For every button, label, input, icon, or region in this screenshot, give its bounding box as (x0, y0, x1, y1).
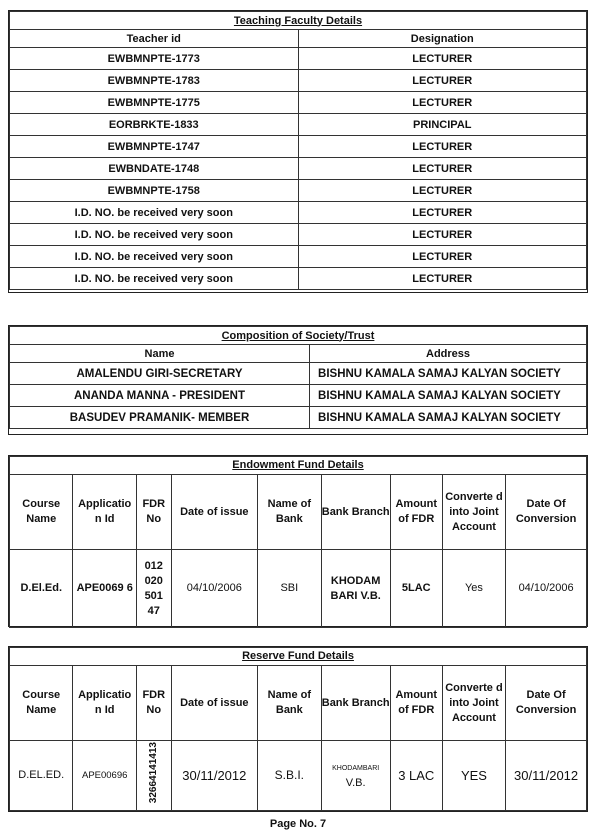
table-row (10, 70, 587, 92)
teacher-id: EWBMNPTE-1758 (10, 180, 299, 202)
endowment-col-header: Name of Bank (258, 475, 321, 550)
endow-date-conversion: 04/10/2006 (506, 550, 587, 628)
reserve-branch-cell (321, 741, 390, 811)
reserve-fdr-no: 32664141413 (148, 742, 160, 804)
table-row (10, 180, 587, 202)
reserve-date-of-issue: 30/11/2012 (171, 741, 258, 811)
reserve-branch-suffix: V.B. (345, 776, 366, 789)
endow-course: D.El.Ed. (10, 550, 73, 628)
reserve-table (8, 646, 588, 812)
reserve-col-header: Applicatio n Id (73, 666, 136, 741)
reserve-title: Reserve Fund Details (10, 648, 587, 666)
table-row (10, 136, 587, 158)
reserve-application-id: APE00696 (73, 741, 136, 811)
society-title: Composition of Society/Trust (10, 327, 587, 345)
designation: LECTURER (298, 136, 587, 158)
reserve-branch: KHODAMBARI (332, 764, 380, 772)
teacher-id: I.D. NO. be received very soon (10, 202, 299, 224)
reserve-course: D.EL.ED. (10, 741, 73, 811)
table-row (10, 407, 587, 429)
endowment-col-header: Date Of Conversion (506, 475, 587, 550)
member-address: BISHNU KAMALA SAMAJ KALYAN SOCIETY (310, 363, 587, 385)
table-row (10, 114, 587, 136)
teacher-id: EWBMNPTE-1773 (10, 48, 299, 70)
member-name: BASUDEV PRAMANIK- MEMBER (10, 407, 310, 429)
table-row (10, 224, 587, 246)
designation: LECTURER (298, 70, 587, 92)
teacher-id: I.D. NO. be received very soon (10, 268, 299, 290)
designation: LECTURER (298, 268, 587, 290)
teacher-id: EWBMNPTE-1747 (10, 136, 299, 158)
teaching-faculty-title: Teaching Faculty Details (10, 12, 587, 30)
teaching-faculty-table (8, 10, 588, 293)
table-row (10, 268, 587, 290)
teacher-id: EWBNDATE-1748 (10, 158, 299, 180)
designation: LECTURER (298, 158, 587, 180)
endowment-table (8, 455, 588, 627)
col-designation: Designation (298, 30, 587, 48)
member-address: BISHNU KAMALA SAMAJ KALYAN SOCIETY (310, 385, 587, 407)
table-row (10, 158, 587, 180)
designation: LECTURER (298, 246, 587, 268)
designation: PRINCIPAL (298, 114, 587, 136)
reserve-converted: YES (442, 741, 505, 811)
endowment-col-header: Course Name (10, 475, 73, 550)
page-number: Page No. 7 (269, 818, 327, 830)
member-name: AMALENDU GIRI-SECRETARY (10, 363, 310, 385)
endowment-col-header: Applicatio n Id (73, 475, 136, 550)
reserve-fdr-no-cell (136, 741, 171, 811)
endow-amount: 5LAC (390, 550, 442, 628)
reserve-col-header: Amount of FDR (390, 666, 442, 741)
designation: LECTURER (298, 180, 587, 202)
teaching-faculty-grid (9, 11, 587, 290)
endow-branch: KHODAM BARI V.B. (321, 550, 390, 628)
reserve-col-header: Course Name (10, 666, 73, 741)
designation: LECTURER (298, 48, 587, 70)
endowment-col-header: Amount of FDR (390, 475, 442, 550)
table-row (10, 202, 587, 224)
teacher-id: EWBMNPTE-1775 (10, 92, 299, 114)
society-grid (9, 326, 587, 429)
designation: LECTURER (298, 202, 587, 224)
reserve-col-header: Bank Branch (321, 666, 390, 741)
col-address: Address (310, 345, 587, 363)
reserve-col-header: Converte d into Joint Account (442, 666, 505, 741)
endowment-grid (9, 456, 587, 628)
teacher-id: I.D. NO. be received very soon (10, 224, 299, 246)
teacher-id: EORBRKTE-1833 (10, 114, 299, 136)
reserve-bank: S.B.I. (258, 741, 321, 811)
reserve-col-header: Name of Bank (258, 666, 321, 741)
col-teacher-id: Teacher id (10, 30, 299, 48)
endowment-col-header: Date of issue (171, 475, 258, 550)
table-row (10, 363, 587, 385)
endowment-col-header: Converte d into Joint Account (442, 475, 505, 550)
reserve-grid (9, 647, 587, 811)
endow-bank: SBI (258, 550, 321, 628)
reserve-col-header: Date Of Conversion (506, 666, 587, 741)
endow-date-of-issue: 04/10/2006 (171, 550, 258, 628)
teacher-id: EWBMNPTE-1783 (10, 70, 299, 92)
endowment-col-header: Bank Branch (321, 475, 390, 550)
reserve-col-header: FDR No (136, 666, 171, 741)
designation: LECTURER (298, 92, 587, 114)
reserve-date-conversion: 30/11/2012 (506, 741, 587, 811)
table-row (10, 246, 587, 268)
reserve-col-header: Date of issue (171, 666, 258, 741)
endow-fdr-no: 012 020 501 47 (136, 550, 171, 628)
endow-application-id: APE0069 6 (73, 550, 136, 628)
member-address: BISHNU KAMALA SAMAJ KALYAN SOCIETY (310, 407, 587, 429)
teacher-id: I.D. NO. be received very soon (10, 246, 299, 268)
endowment-title: Endowment Fund Details (10, 457, 587, 475)
designation: LECTURER (298, 224, 587, 246)
table-row (10, 92, 587, 114)
table-row (10, 48, 587, 70)
table-row (10, 385, 587, 407)
col-name: Name (10, 345, 310, 363)
endow-converted: Yes (442, 550, 505, 628)
member-name: ANANDA MANNA - PRESIDENT (10, 385, 310, 407)
society-table (8, 325, 588, 435)
reserve-amount: 3 LAC (390, 741, 442, 811)
endowment-col-header: FDR No (136, 475, 171, 550)
